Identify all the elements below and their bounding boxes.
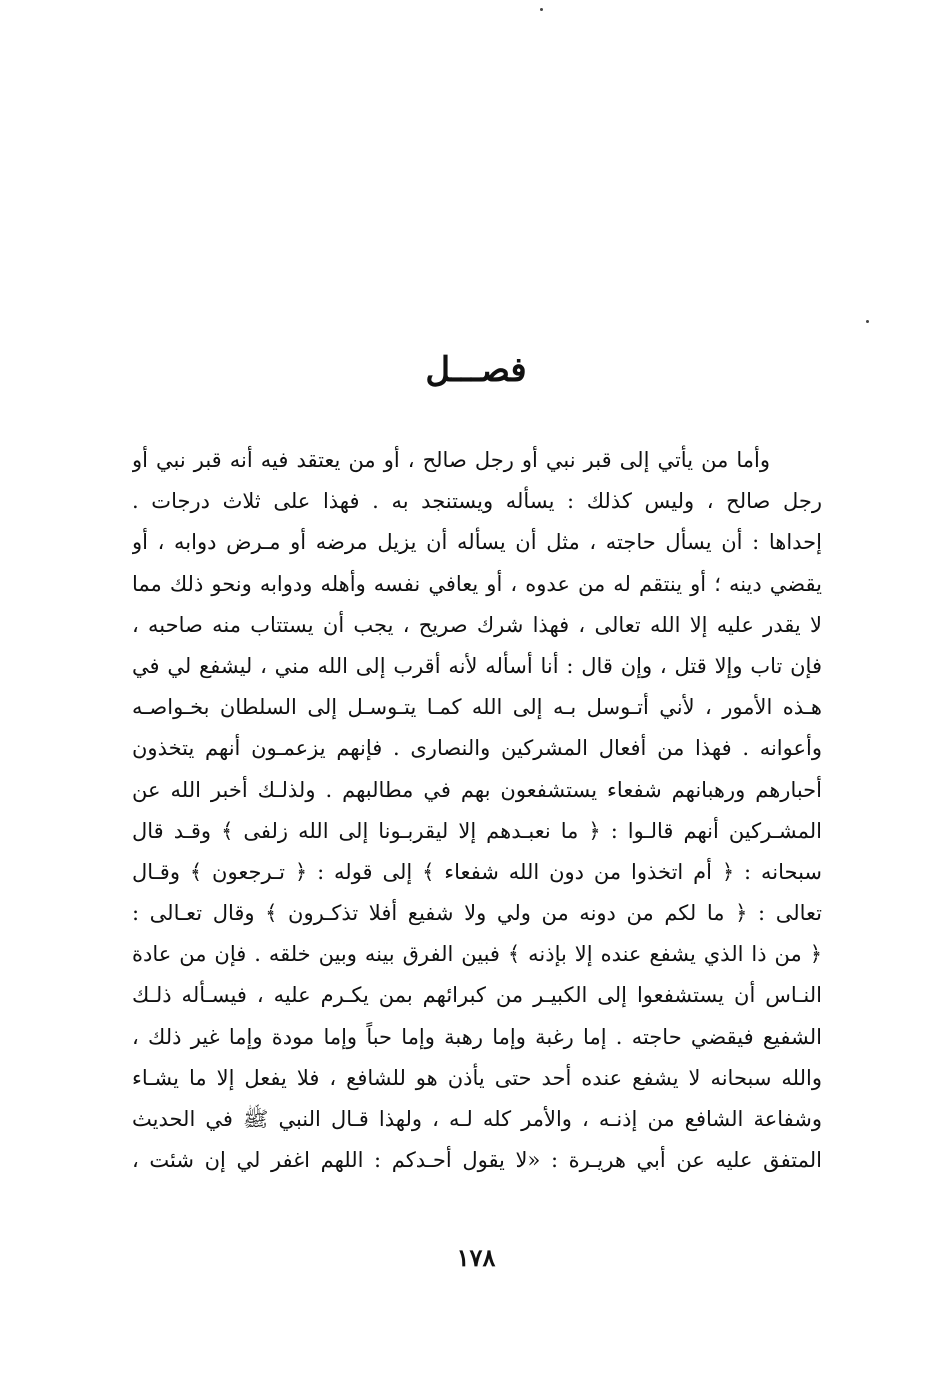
text-line: أحبارهم ورهبانهم شفعاء يستشفعون بهم في مطالبهم . ولذلـك أخبر الله عن — [132, 777, 822, 802]
text-line: لا يقدر عليه إلا الله تعالى ، فهذا شرك صريح ، يجب أن يستتاب منه صاحبه ، — [132, 612, 822, 637]
scan-speck — [540, 8, 543, 11]
text-line: وأعوانه . فهذا من أفعال المشركين والنصارى . فإنهم يزعمـون أنهم يتخذون — [132, 736, 822, 761]
scan-speck — [866, 320, 869, 323]
text-line: النـاس أن يستشفعوا إلى الكبيـر من كبرائهم بمن يكـرم عليه ، فيسـأله ذلـك — [132, 983, 822, 1008]
text-line: هـذه الأمور ، لأني أتـوسل بـه إلى الله كمـا يتـوسـل إلى السلطان بخـواصـه — [132, 695, 822, 720]
text-line: تعالى : ﴿ ما لكم من دونه من ولي ولا شفيع أفلا تذكـرون ﴾ وقال تعـالى : — [132, 901, 822, 926]
text-line: والله سبحانه لا يشفع عنده أحد حتى يأذن هو للشافع ، فلا يفعل إلا ما يشـاء — [132, 1065, 822, 1090]
text-line: إحداها : أن يسأل حاجته ، مثل أن يسأله أن يزيل مرضه أو مـرض دوابه ، أو — [132, 530, 822, 555]
page-number: ١٧٨ — [456, 1243, 496, 1272]
text-line: وأما من يأتي إلى قبر نبي أو رجل صالح ، أو من يعتقد فيه أنه قبر نبي أو — [132, 448, 770, 472]
section-title: فصـــل — [425, 350, 527, 390]
text-line: المشـركين أنهم قالـوا : ﴿ ما نعبـدهم إلا ليقربـونا إلى الله زلفى ﴾ وقـد قال — [132, 818, 822, 843]
text-line: ﴿ من ذا الذي يشفع عنده إلا بإذنه ﴾ فبين الفرق بينه وبين خلقه . فإن من عادة — [132, 942, 822, 967]
text-line: رجل صالح ، وليس كذلك : يسأله ويستنجد به . فهذا على ثلاث درجات . — [132, 489, 822, 514]
text-line: وشفاعة الشافع من إذنـه ، والأمر كله لـه ، ولهذا قـال النبي ﷺ في الحديث — [132, 1107, 822, 1131]
text-line: سبحانه : ﴿ أم اتخذوا من دون الله شفعاء ﴾ إلى قوله : ﴿ تـرجعون ﴾ وقـال — [132, 859, 822, 884]
text-line: المتفق عليه عن أبي هريـرة : «لا يقول أحـدكم : اللهم اغفر لي إن شئت ، — [132, 1148, 822, 1173]
text-line: الشفيع فيقضي حاجته . إما رغبة وإما رهبة وإما حباً وإما مودة وإما غير ذلك ، — [132, 1024, 822, 1049]
text-line: يقضي دينه ؛ أو ينتقم له من عدوه ، أو يعافي نفسه وأهله ودوابه ونحو ذلك مما — [132, 571, 822, 596]
body-text — [132, 440, 822, 1181]
text-line: فإن تاب وإلا قتل ، وإن قال : أنا أسأله لأنه أقرب إلى الله مني ، ليشفع لي في — [132, 653, 822, 678]
